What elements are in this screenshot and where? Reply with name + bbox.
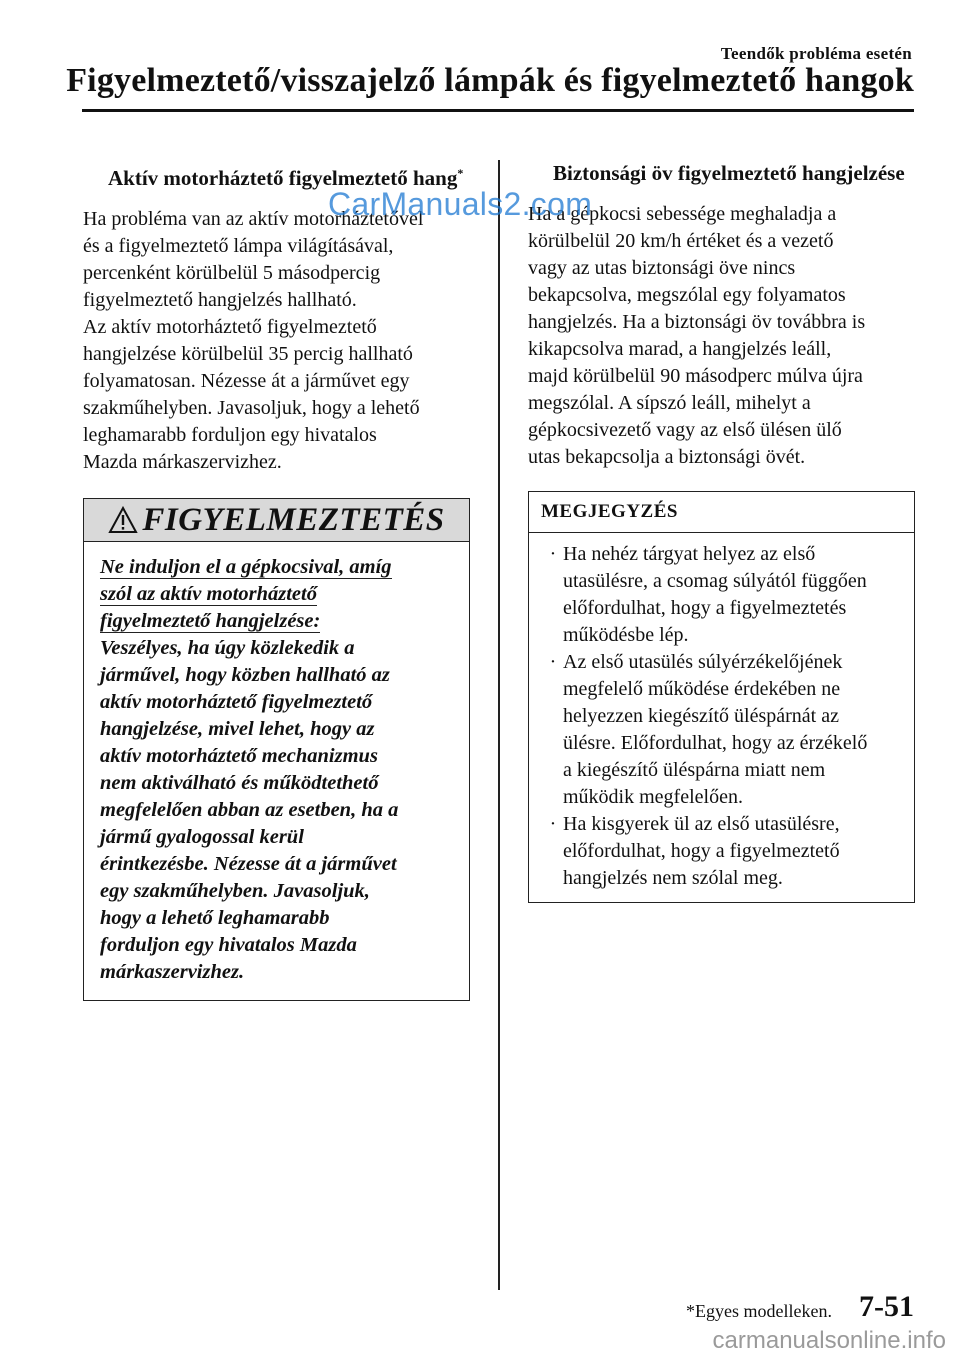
warning-line: márkaszervizhez.	[100, 961, 245, 983]
seatbelt-subhead: Biztonsági öv figyelmeztető hangjelzése	[553, 161, 905, 185]
warning-line: forduljon egy hivatalos Mazda	[100, 934, 357, 956]
warning-box	[83, 498, 470, 1001]
warning-line: aktív motorháztető figyelmeztető	[100, 691, 373, 713]
warning-line: hangjelzése, mivel lehet, hogy az	[100, 718, 375, 740]
left-column	[83, 160, 473, 1001]
active-hood-subhead-text: Aktív motorháztető figyelmeztető hang	[108, 166, 458, 190]
warning-line: jármű gyalogossal kerül	[100, 826, 304, 848]
bullet-icon: ·	[549, 813, 557, 835]
warning-lead-line: szól az aktív motorháztető	[100, 583, 317, 605]
warning-line: nem aktiválható és működtethető	[100, 772, 379, 794]
note-item-text: Az első utasülés súlyérzékelőjének megfelelő működése érdekében ne helyezzen kiegészítő üléspárnát az ülésre. Előfordulhat, hogy az érzékelő a kiegészítő üléspárna miatt nem működik megfelelően.	[563, 651, 868, 808]
column-divider	[498, 160, 500, 1290]
right-column	[528, 160, 918, 903]
note-box	[528, 491, 915, 903]
footnote: *Egyes modelleken.	[686, 1301, 832, 1321]
bullet-icon: ·	[549, 651, 557, 673]
site-watermark: CarManuals2.com	[328, 186, 593, 222]
warning-triangle-icon	[108, 506, 138, 534]
active-hood-body: Ha probléma van az aktív motorháztetővel és a figyelmeztető lámpa világításával, percenként körülbelül 5 másodpercig figyelmeztető hangjelzés hallható. Az aktív motorháztető figyelmeztető hangjelzése körülbelül 35 percig hallható folyamatosan. Nézesse át a járművet egy szakműhelyben. Javasoljuk, hogy a lehető leghamarabb forduljon egy hivatalos Mazda márkaszervizhez.	[83, 208, 424, 473]
note-item-text: Ha nehéz tárgyat helyez az első utasülésre, a csomag súlyától függően előfordulhat, hogy a figyelmeztetés működésbe lép.	[563, 543, 867, 646]
warning-line: egy szakműhelyben. Javasoljuk,	[100, 880, 370, 902]
warning-lead-line: Ne induljon el a gépkocsival, amíg	[100, 556, 392, 578]
warning-line: Veszélyes, ha úgy közlekedik a	[100, 637, 355, 659]
warning-line: aktív motorháztető mechanizmus	[100, 745, 378, 767]
header-rule	[82, 109, 914, 112]
warning-line: hogy a lehető leghamarabb	[100, 907, 330, 929]
note-item-text: Ha kisgyerek ül az első utasülésre, előfordulhat, hogy a figyelmeztető hangjelzés nem szólal meg.	[563, 813, 840, 889]
section-label: Teendők probléma esetén	[720, 44, 912, 63]
warning-body	[84, 542, 469, 1000]
warning-line: járművel, hogy közben hallható az	[100, 664, 390, 686]
footer-watermark: carmanualsonline.info	[712, 1327, 946, 1354]
note-title: MEGJEGYZÉS	[529, 492, 914, 533]
seatbelt-body: Ha a gépkocsi sebessége meghaladja a körülbelül 20 km/h értéket és a vezető vagy az utas biztonsági öve nincs bekapcsolva, megszólal egy folyamatos hangjelzés. Ha a biztonsági öv továbbra is kikapcsolva marad, a hangjelzés leáll, majd körülbelül 90 másodperc múlva újra megszólal. A sípszó leáll, mihelyt a gépkocsivezető vagy az első ülésen ülő utas bekapcsolja a biztonsági övét.	[528, 203, 866, 468]
page-title: Figyelmeztető/visszajelző lámpák és figyelmeztető hangok	[66, 62, 914, 99]
note-item	[543, 541, 902, 649]
warning-header	[84, 499, 469, 542]
note-item	[543, 811, 902, 892]
warning-line: megfelelően abban az esetben, ha a	[100, 799, 399, 821]
warning-lead-line: figyelmeztető hangjelzése:	[100, 610, 321, 632]
note-body	[529, 533, 914, 902]
note-item	[543, 649, 902, 811]
bullet-icon: ·	[549, 543, 557, 565]
warning-title: FIGYELMEZTETÉS	[142, 501, 445, 538]
warning-line: érintkezésbe. Nézesse át a járművet	[100, 853, 397, 875]
subhead-footnote-mark: *	[457, 166, 464, 180]
page-number: 7-51	[859, 1290, 914, 1323]
